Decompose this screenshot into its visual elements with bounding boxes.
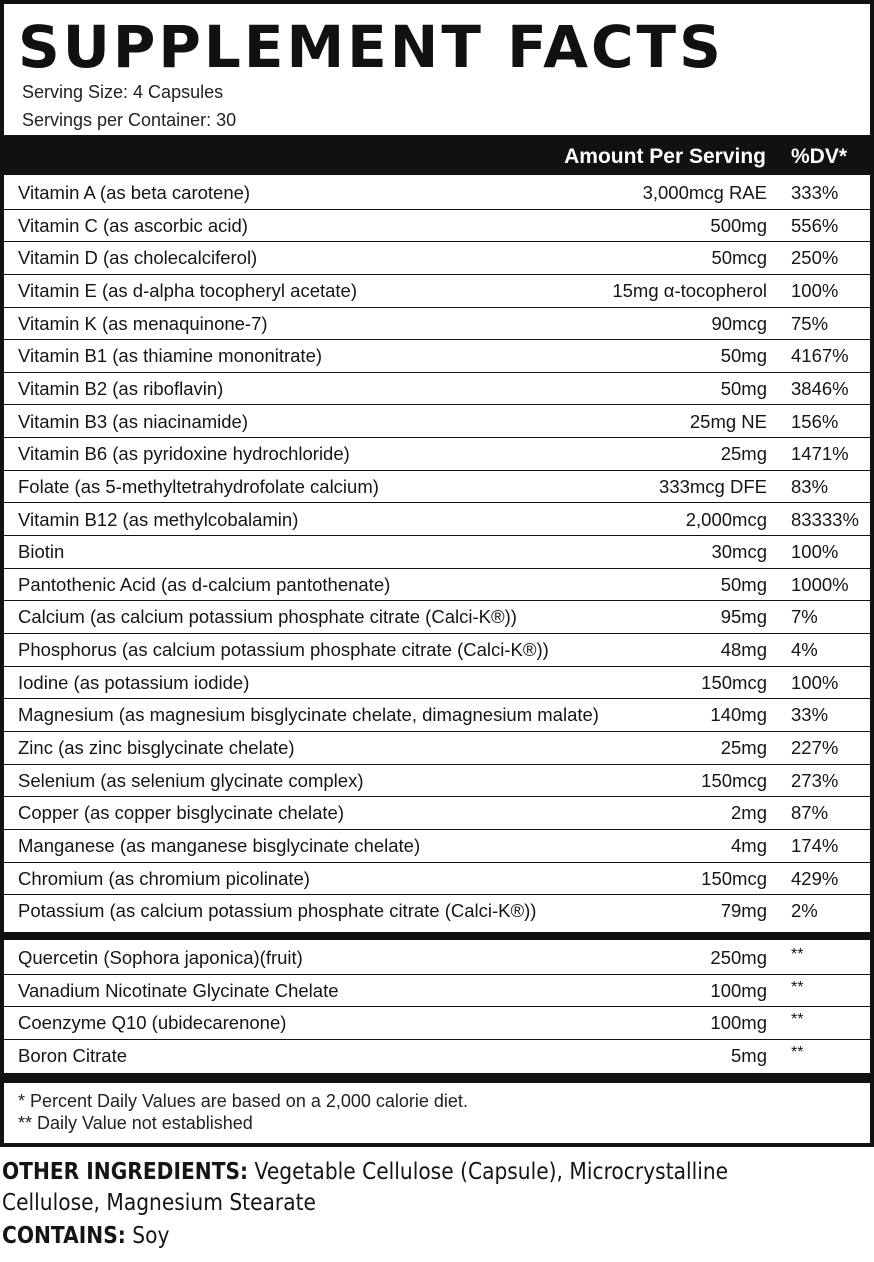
table-row <box>4 406 870 439</box>
nutrient-name: Vitamin B12 (as methylcobalamin) <box>18 508 299 530</box>
nutrient-name: Vitamin C (as ascorbic acid) <box>18 214 248 236</box>
contains-line <box>2 1220 169 1251</box>
other-ingredients-text-1: Vegetable Cellulose (Capsule), Microcrystalline <box>254 1157 729 1185</box>
nutrient-name: Chromium (as chromium picolinate) <box>18 867 310 889</box>
table-row <box>4 177 870 210</box>
nutrient-name: Vitamin D (as cholecalciferol) <box>18 247 258 269</box>
nutrient-amount: 3,000mcg RAE <box>642 182 767 203</box>
nutrient-name: Vanadium Nicotinate Glycinate Chelate <box>18 979 339 1001</box>
contains-label: CONTAINS: <box>2 1221 126 1249</box>
table-row <box>4 765 870 798</box>
nutrient-daily-value: 174% <box>791 835 839 856</box>
servings-per-container: Servings per Container: 30 <box>22 110 237 130</box>
nutrient-daily-value: 87% <box>791 802 829 824</box>
nutrient-amount: 25mg <box>720 737 767 759</box>
nutrient-name: Magnesium (as magnesium bisglycinate chelate, dimagnesium malate) <box>18 704 599 726</box>
nutrient-amount: 100mg <box>710 1012 767 1034</box>
footnote-daily-value: * Percent Daily Values are based on a 2,000 calorie diet. <box>18 1091 468 1111</box>
nutrient-name: Vitamin K (as menaquinone-7) <box>18 312 268 334</box>
nutrient-amount: 150mcg <box>701 769 767 791</box>
nutrient-name: Copper (as copper bisglycinate chelate) <box>18 802 344 824</box>
table-row <box>4 536 870 569</box>
nutrient-amount: 333mcg DFE <box>659 475 767 497</box>
amount-per-serving-header: Amount Per Serving <box>564 145 766 168</box>
nutrient-amount: 48mg <box>720 639 767 661</box>
table-row <box>4 242 870 275</box>
nutrient-name: Vitamin B6 (as pyridoxine hydrochloride) <box>18 443 350 465</box>
nutrient-amount: 250mg <box>710 947 767 968</box>
nutrient-daily-value: 556% <box>791 214 839 236</box>
nutrient-daily-value: ** <box>791 978 804 996</box>
nutrient-name: Phosphorus (as calcium potassium phosphate citrate (Calci-K®)) <box>18 639 549 661</box>
nutrient-daily-value: 1471% <box>791 443 849 465</box>
nutrient-name: Folate (as 5-methyltetrahydrofolate calcium) <box>18 475 379 497</box>
table-row <box>4 667 870 700</box>
nutrient-amount: 100mg <box>710 979 767 1001</box>
table-row <box>4 210 870 243</box>
nutrient-name: Vitamin E (as d-alpha tocopheryl acetate) <box>18 279 358 301</box>
nutrient-name: Vitamin B2 (as riboflavin) <box>18 377 224 399</box>
nutrient-daily-value: 1000% <box>791 573 849 595</box>
table-row <box>4 1040 870 1073</box>
nutrient-name: Potassium (as calcium potassium phosphate citrate (Calci-K®)) <box>18 900 537 922</box>
nutrient-name: Selenium (as selenium glycinate complex) <box>18 769 364 791</box>
nutrient-amount: 95mg <box>720 606 767 628</box>
nutrient-daily-value: 250% <box>791 247 839 269</box>
nutrient-daily-value: 3846% <box>791 377 849 399</box>
table-row <box>4 732 870 765</box>
other-ingredients-line-2: Cellulose, Magnesium Stearate <box>2 1188 316 1216</box>
footer-divider <box>4 1073 870 1083</box>
table-row <box>4 373 870 406</box>
nutrient-daily-value: 33% <box>791 704 829 726</box>
nutrient-amount: 150mcg <box>701 671 767 693</box>
table-row <box>4 601 870 634</box>
nutrient-amount: 2,000mcg <box>685 508 767 530</box>
table-row <box>4 504 870 537</box>
table-row <box>4 1007 870 1040</box>
table-row <box>4 438 870 471</box>
nutrient-daily-value: 429% <box>791 867 839 889</box>
nutrient-amount: 2mg <box>731 802 767 824</box>
serving-size: Serving Size: 4 Capsules <box>22 82 224 102</box>
table-row <box>4 863 870 896</box>
other-ingredients-label: OTHER INGREDIENTS: <box>2 1157 249 1185</box>
nutrient-amount: 500mg <box>710 214 767 236</box>
nutrient-name: Manganese (as manganese bisglycinate chelate) <box>18 835 421 856</box>
nutrient-name: Vitamin B1 (as thiamine mononitrate) <box>18 345 323 367</box>
table-row <box>4 797 870 830</box>
nutrient-name: Pantothenic Acid (as d-calcium pantothenate) <box>18 573 391 595</box>
nutrient-amount: 150mcg <box>701 867 767 889</box>
table-row <box>4 275 870 308</box>
nutrient-daily-value: 83333% <box>791 508 859 530</box>
nutrient-amount: 140mg <box>710 704 767 726</box>
nutrient-amount: 30mcg <box>711 541 767 563</box>
nutrient-amount: 15mg α-tocopherol <box>612 279 767 301</box>
nutrient-daily-value: 100% <box>791 671 839 693</box>
nutrient-amount: 5mg <box>731 1044 767 1066</box>
table-row <box>4 308 870 341</box>
nutrient-daily-value: 273% <box>791 769 839 791</box>
nutrient-daily-value: ** <box>791 946 804 963</box>
daily-value-header: %DV* <box>791 145 848 168</box>
nutrient-daily-value: 156% <box>791 410 839 432</box>
nutrient-name: Zinc (as zinc bisglycinate chelate) <box>18 737 295 759</box>
nutrient-amount: 25mg <box>720 443 767 465</box>
table-row <box>4 895 870 928</box>
nutrient-daily-value: 100% <box>791 541 839 563</box>
table-row <box>4 699 870 732</box>
nutrient-daily-value: 7% <box>791 606 818 628</box>
nutrient-daily-value: 4% <box>791 639 818 661</box>
table-row <box>4 471 870 504</box>
nutrient-amount: 50mg <box>720 345 767 367</box>
nutrient-daily-value: 333% <box>791 182 839 203</box>
nutrient-daily-value: 83% <box>791 475 829 497</box>
nutrient-daily-value: 2% <box>791 900 818 922</box>
table-row <box>4 830 870 863</box>
nutrient-amount: 4mg <box>731 835 767 856</box>
section-divider <box>4 932 870 940</box>
nutrient-name: Vitamin B3 (as niacinamide) <box>18 410 248 432</box>
nutrient-daily-value: 100% <box>791 279 839 301</box>
table-row <box>4 942 870 975</box>
nutrient-daily-value: ** <box>791 1043 804 1061</box>
nutrient-name: Biotin <box>18 541 65 563</box>
table-row <box>4 569 870 602</box>
nutrient-amount: 79mg <box>720 900 767 922</box>
nutrient-name: Vitamin A (as beta carotene) <box>18 182 251 203</box>
nutrient-amount: 50mcg <box>711 247 767 269</box>
facts-title: SUPPLEMENT FACTS <box>18 13 724 81</box>
nutrient-amount: 25mg NE <box>689 410 767 432</box>
nutrient-name: Quercetin (Sophora japonica)(fruit) <box>18 947 303 968</box>
nutrient-amount: 90mcg <box>711 312 767 334</box>
nutrient-name: Iodine (as potassium iodide) <box>18 671 250 693</box>
other-ingredients-line-1 <box>2 1156 728 1187</box>
nutrient-daily-value: ** <box>791 1011 804 1029</box>
contains-value: Soy <box>132 1221 170 1249</box>
table-row <box>4 975 870 1008</box>
nutrient-daily-value: 4167% <box>791 345 849 367</box>
nutrient-amount: 50mg <box>720 377 767 399</box>
table-row <box>4 634 870 667</box>
nutrient-daily-value: 227% <box>791 737 839 759</box>
nutrient-name: Coenzyme Q10 (ubidecarenone) <box>18 1012 287 1034</box>
nutrient-amount: 50mg <box>720 573 767 595</box>
table-row <box>4 340 870 373</box>
footnote-not-established: ** Daily Value not established <box>18 1113 253 1133</box>
nutrient-daily-value: 75% <box>791 312 829 334</box>
nutrient-name: Boron Citrate <box>18 1044 127 1066</box>
nutrient-name: Calcium (as calcium potassium phosphate citrate (Calci-K®)) <box>18 606 517 628</box>
